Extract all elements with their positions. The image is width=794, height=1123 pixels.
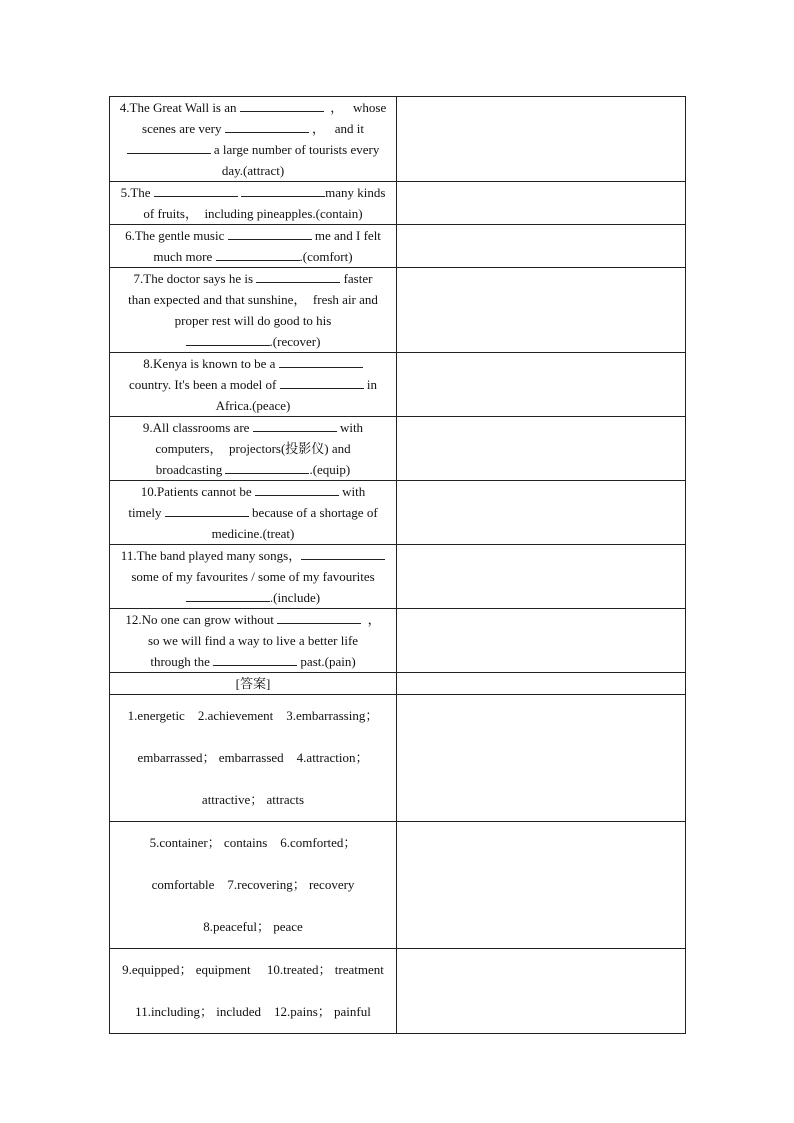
- question-text: 6.The gentle music: [125, 228, 228, 243]
- question-cell: [110, 609, 397, 673]
- answer-blank[interactable]: [301, 546, 385, 560]
- question-text: faster: [340, 271, 373, 286]
- question-line: [110, 139, 396, 160]
- answer-blank[interactable]: [216, 247, 300, 261]
- question-text: scenes are very: [142, 121, 225, 136]
- exercise-row-6: [110, 225, 686, 268]
- answer-key-empty: [397, 695, 686, 822]
- answer-blank[interactable]: [154, 183, 238, 197]
- question-cell: [110, 97, 397, 182]
- answer-blank[interactable]: [228, 226, 312, 240]
- answer-line: embarrassed； embarrassed 4.attraction；: [137, 750, 369, 765]
- question-text: of fruits， including pineapples.(contain): [143, 206, 363, 221]
- question-text: 9.All classrooms are: [142, 420, 253, 435]
- question-line: [110, 246, 396, 267]
- question-text: some of my favourites / some of my favourites: [131, 569, 375, 584]
- question-text: country. It's been a model of: [129, 377, 280, 392]
- question-line: [110, 310, 396, 331]
- question-text: through the: [150, 654, 214, 669]
- question-text: with: [336, 420, 364, 435]
- exercise-row-8: [110, 353, 686, 417]
- question-line: [110, 481, 396, 502]
- question-line: [110, 118, 396, 139]
- question-text: 8.Kenya is known to be a: [143, 356, 279, 371]
- answer-blank[interactable]: [255, 482, 339, 496]
- question-text: medicine.(treat): [211, 526, 295, 541]
- question-text: timely: [128, 505, 165, 520]
- answer-key-cell: [110, 949, 397, 1034]
- answer-blank[interactable]: [213, 652, 297, 666]
- question-line: [110, 268, 396, 289]
- question-text: me and I felt: [311, 228, 381, 243]
- answer-row: [110, 695, 686, 822]
- answer-row: [110, 949, 686, 1034]
- question-line: [110, 160, 396, 181]
- question-text: a large number of tourists every: [210, 142, 380, 157]
- answer-blank[interactable]: [253, 418, 337, 432]
- answer-header-row: [110, 673, 686, 695]
- question-text: day.(attract): [221, 163, 285, 178]
- question-text: 10.Patients cannot be: [140, 484, 255, 499]
- exercise-row-12: [110, 609, 686, 673]
- exercise-row-4: [110, 97, 686, 182]
- answer-space-cell[interactable]: [397, 481, 686, 545]
- question-line: [110, 438, 396, 459]
- answer-space-cell[interactable]: [397, 268, 686, 353]
- question-line: [110, 609, 396, 630]
- question-text: ， and it: [308, 121, 364, 136]
- exercise-row-7: [110, 268, 686, 353]
- answer-row: [110, 822, 686, 949]
- answer-blank[interactable]: [225, 460, 309, 474]
- question-text: much more: [153, 249, 216, 264]
- question-line: [110, 182, 396, 203]
- answer-key-empty: [397, 949, 686, 1034]
- question-line: [110, 587, 396, 608]
- answer-blank[interactable]: [186, 332, 270, 346]
- exercise-row-11: [110, 545, 686, 609]
- question-text: .(comfort): [299, 249, 353, 264]
- worksheet-table: [109, 96, 686, 1034]
- question-text: with: [338, 484, 366, 499]
- question-text: Africa.(peace): [215, 398, 291, 413]
- question-text: 5.The: [120, 185, 154, 200]
- question-cell: [110, 353, 397, 417]
- answer-key-empty: [397, 822, 686, 949]
- answer-blank[interactable]: [127, 140, 211, 154]
- answer-space-cell[interactable]: [397, 545, 686, 609]
- question-cell: [110, 417, 397, 481]
- question-text: because of a shortage of: [248, 505, 378, 520]
- answer-blank[interactable]: [256, 269, 340, 283]
- question-line: [110, 630, 396, 651]
- answer-blank[interactable]: [240, 98, 324, 112]
- question-text: ， whose: [323, 100, 387, 115]
- question-line: [110, 331, 396, 352]
- question-line: [110, 225, 396, 246]
- answer-header: [答案]: [110, 673, 397, 695]
- question-text: many kinds: [325, 185, 386, 200]
- question-line: [110, 353, 396, 374]
- answer-space-cell[interactable]: [397, 609, 686, 673]
- question-line: [110, 203, 396, 224]
- answer-line: 11.including； included 12.pains； painful: [135, 1004, 371, 1019]
- question-cell: [110, 225, 397, 268]
- question-text: proper rest will do good to his: [174, 313, 332, 328]
- answer-blank[interactable]: [277, 610, 361, 624]
- question-cell: [110, 545, 397, 609]
- answer-key-cell: [110, 695, 397, 822]
- question-text: than expected and that sunshine， fresh air and: [128, 292, 378, 307]
- question-text: 4.The Great Wall is an: [119, 100, 240, 115]
- question-text: in: [363, 377, 377, 392]
- answer-space-cell[interactable]: [397, 97, 686, 182]
- question-line: [110, 523, 396, 544]
- answer-line: 1.energetic 2.achievement 3.embarrassing；: [127, 708, 379, 723]
- question-text: 12.No one can grow without: [125, 612, 278, 627]
- question-text: 7.The doctor says he is: [133, 271, 257, 286]
- exercise-row-9: [110, 417, 686, 481]
- question-line: [110, 502, 396, 523]
- answer-line: 8.peaceful； peace: [203, 919, 303, 934]
- exercise-row-10: [110, 481, 686, 545]
- question-line: [110, 395, 396, 416]
- exercise-row-5: [110, 182, 686, 225]
- answer-line: 5.container； contains 6.comforted；: [149, 835, 357, 850]
- answer-blank[interactable]: [280, 375, 364, 389]
- answer-space-cell[interactable]: [397, 182, 686, 225]
- answer-space-cell[interactable]: [397, 353, 686, 417]
- question-text: .(include): [269, 590, 321, 605]
- answer-space-cell[interactable]: [397, 417, 686, 481]
- question-line: [110, 459, 396, 480]
- answer-blank[interactable]: [225, 119, 309, 133]
- question-line: [110, 374, 396, 395]
- answer-header-empty: [397, 673, 686, 695]
- answer-space-cell[interactable]: [397, 225, 686, 268]
- question-text: .(equip): [309, 462, 351, 477]
- question-text: .(recover): [269, 334, 321, 349]
- question-text: past.(pain): [297, 654, 356, 669]
- question-text: so we will find a way to live a better life: [147, 633, 359, 648]
- question-line: [110, 97, 396, 118]
- question-cell: [110, 481, 397, 545]
- question-line: [110, 566, 396, 587]
- question-cell: [110, 268, 397, 353]
- answer-blank[interactable]: [165, 503, 249, 517]
- question-text: 11.The band played many songs，: [120, 548, 302, 563]
- answer-blank[interactable]: [279, 354, 363, 368]
- answer-blank[interactable]: [241, 183, 325, 197]
- question-line: [110, 651, 396, 672]
- question-line: [110, 417, 396, 438]
- question-line: [110, 289, 396, 310]
- answer-blank[interactable]: [186, 588, 270, 602]
- question-text: ，: [361, 612, 381, 627]
- answer-line: 9.equipped； equipment 10.treated； treatment: [122, 962, 384, 977]
- answer-line: attractive； attracts: [201, 792, 305, 807]
- question-text: broadcasting: [155, 462, 226, 477]
- answer-line: comfortable 7.recovering； recovery: [151, 877, 355, 892]
- answer-key-cell: [110, 822, 397, 949]
- question-line: [110, 545, 396, 566]
- question-cell: [110, 182, 397, 225]
- question-text: computers， projectors(投影仪) and: [155, 441, 351, 456]
